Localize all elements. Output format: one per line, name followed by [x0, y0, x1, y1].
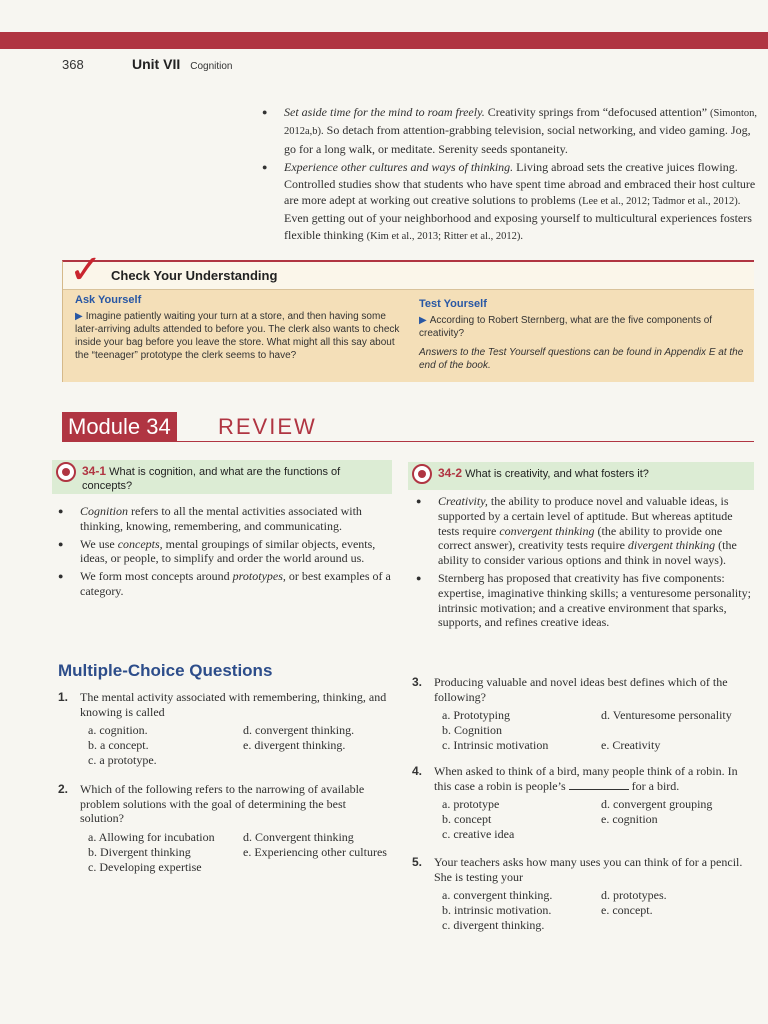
- unit-label: Unit VII: [132, 56, 181, 72]
- answer-option: a. convergent thinking.: [442, 888, 553, 903]
- answer-option: b. Divergent thinking: [88, 844, 191, 859]
- target-icon: [412, 464, 432, 484]
- answer-option: c. a prototype.: [88, 753, 157, 768]
- answer-options: [434, 888, 752, 933]
- answer-option: d. Convergent thinking: [243, 829, 354, 844]
- answer-options: [434, 708, 752, 753]
- top-color-bar: [0, 32, 768, 49]
- answer-option: e. cognition: [601, 812, 658, 827]
- answer-options: [80, 830, 390, 875]
- answer-option: a. prototype: [442, 797, 500, 812]
- answer-options: [434, 797, 752, 842]
- question-3: 3. Producing valuable and novel ideas best defines which of the following? a. Prototyping d. Venturesome personality b. Cognition c. Intrinsic motivation e. Creativity: [434, 675, 752, 753]
- question-stem: Producing valuable and novel ideas best defines which of the following?: [434, 675, 728, 704]
- answer-option: d. Venturesome personality: [601, 708, 732, 723]
- running-head: [62, 56, 233, 78]
- creativity-tips-list: [262, 104, 758, 247]
- answer-option: a. cognition.: [88, 723, 148, 738]
- list-item: ● Sternberg has proposed that creativity has five components: expertise, imaginative thinking skills; a venturesome personality; intrinsic motivation; and a creative environment that sparks, supports, and refines creative ideas.: [416, 571, 756, 630]
- unit-title: Cognition: [190, 61, 233, 72]
- list-item: ● We form most concepts around prototypes, or best examples of a category.: [58, 569, 398, 599]
- answer-option: a. Prototyping: [442, 708, 510, 723]
- answer-option: a. Allowing for incubation: [88, 829, 215, 844]
- test-yourself: [419, 298, 745, 372]
- answer-option: e. concept.: [601, 903, 653, 918]
- module-review-band: [62, 412, 754, 442]
- ask-text: Imagine patiently waiting your turn at a store, and then having some later-arriving adults attended to before you. The clerk also wants to check inside your bag before you leave the store. What might all this say about the “teenager” prototype the clerk seems to have?: [75, 311, 400, 361]
- answer-option: c. divergent thinking.: [442, 918, 545, 933]
- test-heading: Test Yourself: [419, 298, 487, 310]
- ask-yourself: [75, 294, 401, 362]
- answer-option: e. divergent thinking.: [243, 738, 346, 753]
- question-stem: Which of the following refers to the narrowing of available problem solutions with the goal of determining the best solution?: [80, 782, 365, 826]
- question-4: 4. When asked to think of a bird, many people think of a robin. In this case a robin is people’s for a bird. a. prototype d. convergent grouping b. concept e. cognition c. creative idea: [434, 764, 752, 842]
- learning-objective-34-1: 34-1 What is cognition, and what are the functions of concepts?: [52, 460, 392, 494]
- answer-blank: [569, 780, 629, 790]
- lo2-summary-list: [416, 494, 756, 633]
- ask-heading: Ask Yourself: [75, 294, 142, 306]
- answer-option: d. prototypes.: [601, 888, 667, 903]
- lo1-summary-list: [58, 504, 398, 602]
- target-icon: [56, 462, 76, 482]
- arrow-icon: ▶: [75, 311, 83, 322]
- check-your-understanding-box: [62, 247, 754, 382]
- answer-option: c. creative idea: [442, 827, 515, 842]
- test-text: According to Robert Sternberg, what are the five components of creativity?: [419, 315, 713, 339]
- question-5: 5. Your teachers asks how many uses you can think of for a pencil. She is testing your a. convergent thinking. d. prototypes. b. intrinsic motivation. e. concept. c. divergent thinking.: [434, 855, 752, 933]
- answer-options: [80, 723, 390, 768]
- answer-option: d. convergent grouping: [601, 797, 713, 812]
- question-1: 1. The mental activity associated with remembering, thinking, and knowing is called a. cognition. d. convergent thinking. b. a concept. e. divergent thinking. c. a prototype.: [80, 690, 390, 768]
- learning-objective-34-2: 34-2 What is creativity, and what fosters it?: [408, 462, 754, 490]
- answer-option: b. concept: [442, 812, 492, 827]
- answers-note: Answers to the Test Yourself questions can be found in Appendix E at the end of the book.: [419, 347, 744, 371]
- answer-option: b. intrinsic motivation.: [442, 903, 552, 918]
- check-title: Check Your Understanding: [111, 268, 278, 283]
- answer-option: c. Developing expertise: [88, 859, 202, 874]
- module-label: Module 34: [62, 412, 177, 442]
- answer-option: c. Intrinsic motivation: [442, 738, 549, 753]
- list-item: ● We use concepts, mental groupings of similar objects, events, ideas, or people, to simplify and order the world around us.: [58, 537, 398, 567]
- list-item: ● Set aside time for the mind to roam freely. Creativity springs from “defocused attention” (Simonton, 2012a,b). So detach from attention-grabbing television, social networking, and video gaming. Jog, go for a long walk, or meditate. Serenity seeds spontaneity.: [262, 104, 758, 157]
- question-stem: Your teachers asks how many uses you can think of for a pencil. She is testing your: [434, 855, 743, 884]
- answer-option: b. a concept.: [88, 738, 149, 753]
- list-item: ● Experience other cultures and ways of thinking. Living abroad sets the creative juices flowing. Controlled studies show that students who have spent time abroad and embraced their host culture are more adept at working out creative solutions to problems (Lee et al., 2012; Tadmor et al., 2012). Even getting out of your neighborhood and exposing yourself to multicultural experiences fosters flexible thinking (Kim et al., 2013; Ritter et al., 2012).: [262, 159, 758, 245]
- question-stem: The mental activity associated with remembering, thinking, and knowing is called: [80, 690, 387, 719]
- question-2: 2. Which of the following refers to the narrowing of available problem solutions with the goal of determining the best solution? a. Allowing for incubation d. Convergent thinking b. Divergent thinking e. Experiencing other cultures c. Developing expertise: [80, 782, 390, 875]
- answer-option: e. Creativity: [601, 738, 661, 753]
- checkmark-icon: ✓: [69, 247, 103, 293]
- mcq-title: Multiple-Choice Questions: [58, 661, 273, 680]
- answer-option: e. Experiencing other cultures: [243, 844, 387, 859]
- answer-option: d. convergent thinking.: [243, 723, 355, 738]
- list-item: ● Cognition refers to all the mental activities associated with thinking, knowing, remembering, and communicating.: [58, 504, 398, 534]
- list-item: ● Creativity, the ability to produce novel and valuable ideas, is supported by a certain level of aptitude. But whereas aptitude tests require convergent thinking (the ability to provide one correct answer), creativity tests require divergent thinking (the ability to consider various options and think in novel ways).: [416, 494, 756, 568]
- arrow-icon: ▶: [419, 315, 427, 326]
- page-number: 368: [62, 57, 84, 72]
- check-header: [63, 247, 754, 293]
- question-stem: When asked to think of a bird, many people think of a robin. In this case a robin is people’s for a bird.: [434, 764, 738, 793]
- answer-option: b. Cognition: [442, 723, 503, 738]
- review-label: REVIEW: [218, 414, 317, 439]
